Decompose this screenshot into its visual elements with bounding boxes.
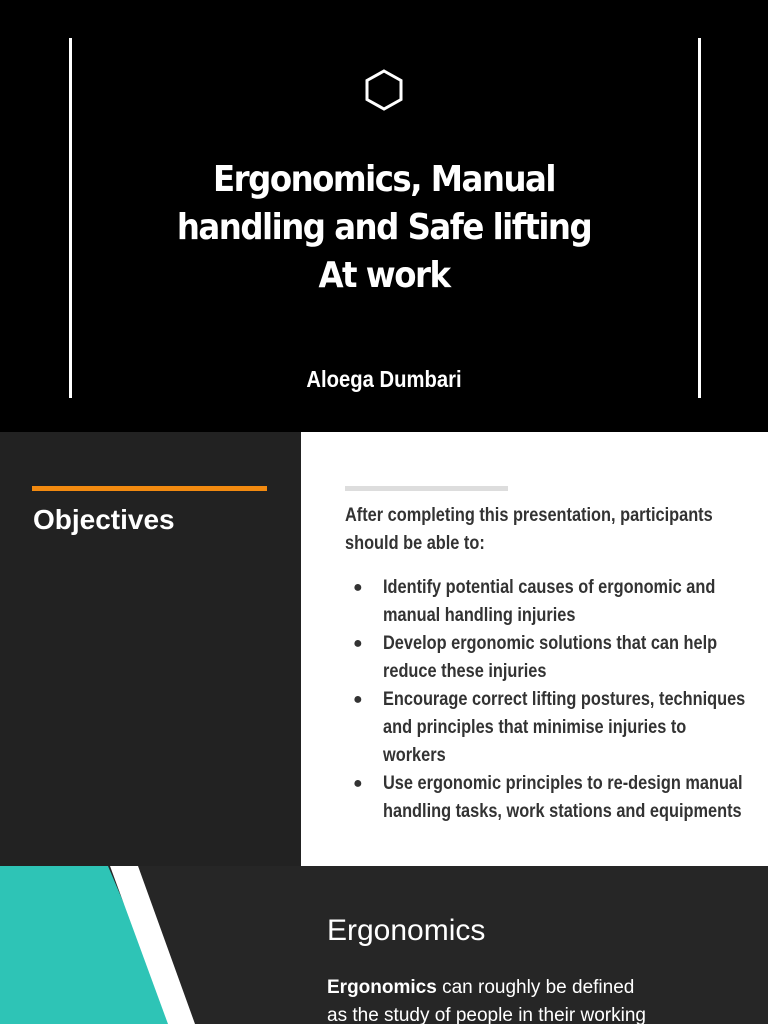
objective-text: Use ergonomic principles to re-design manual handling tasks, work stations and equipments bbox=[383, 773, 743, 822]
bullet-icon: ● bbox=[353, 775, 363, 792]
intro-line-1: After completing this presentation, participants bbox=[345, 505, 713, 526]
title-line-1: Ergonomics, Manual bbox=[213, 159, 555, 200]
ergonomics-definition bbox=[327, 974, 707, 1024]
presentation-title bbox=[150, 156, 618, 300]
title-line-2: handling and Safe lifting bbox=[176, 207, 592, 248]
divider-bar bbox=[345, 486, 508, 491]
definition-text-2: as the study of people in their working bbox=[327, 1005, 646, 1024]
objectives-intro bbox=[345, 502, 768, 558]
objectives-sidebar bbox=[0, 432, 301, 866]
bullet-icon: ● bbox=[353, 635, 363, 652]
title-slide bbox=[0, 0, 768, 432]
decorative-teal-shape bbox=[0, 866, 200, 1024]
author-name: Aloega Dumbari bbox=[306, 366, 462, 392]
ergonomics-slide bbox=[0, 866, 768, 1024]
definition-text-1: can roughly be defined bbox=[436, 977, 635, 998]
accent-bar bbox=[32, 486, 267, 491]
definition-term: Ergonomics bbox=[327, 977, 437, 998]
objectives-heading: Objectives bbox=[33, 504, 175, 535]
objective-text: Develop ergonomic solutions that can help reduce these injuries bbox=[383, 633, 718, 682]
objectives-slide bbox=[0, 432, 768, 866]
list-item bbox=[345, 770, 755, 826]
bullet-icon: ● bbox=[353, 579, 363, 596]
hexagon-icon bbox=[362, 68, 406, 112]
objectives-list bbox=[345, 574, 755, 826]
objective-text: Identify potential causes of ergonomic and manual handling injuries bbox=[383, 577, 716, 626]
objective-text: Encourage correct lifting postures, techniques and principles that minimise injuries to workers bbox=[383, 689, 746, 766]
list-item bbox=[345, 686, 755, 770]
title-line-3: At work bbox=[318, 255, 450, 296]
ergonomics-heading: Ergonomics bbox=[327, 914, 486, 947]
list-item bbox=[345, 630, 755, 686]
right-vertical-line bbox=[698, 38, 701, 398]
left-vertical-line bbox=[69, 38, 72, 398]
intro-line-2: should be able to: bbox=[345, 533, 485, 554]
bullet-icon: ● bbox=[353, 691, 363, 708]
list-item bbox=[345, 574, 755, 630]
